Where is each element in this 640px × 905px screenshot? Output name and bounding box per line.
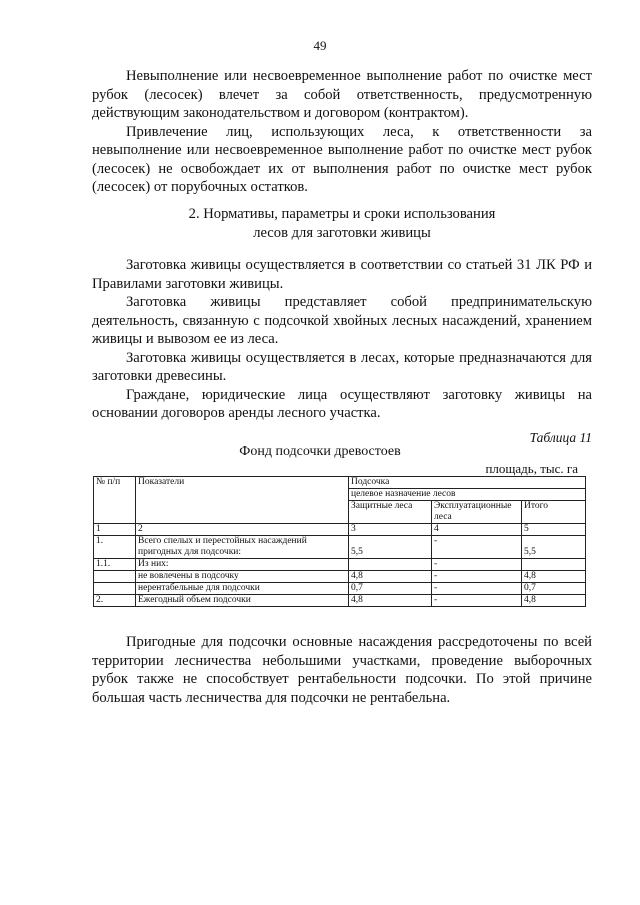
fund-table xyxy=(93,476,586,607)
table-cell xyxy=(94,571,136,583)
table-row xyxy=(94,595,586,607)
table-cell: 2 xyxy=(136,524,349,536)
table-header-row xyxy=(94,477,586,489)
table-cell xyxy=(522,559,586,571)
page-number: 49 xyxy=(313,38,327,53)
table-cell: 1.1. xyxy=(94,559,136,571)
table-cell: 2. xyxy=(94,595,136,607)
table-cell: Ежегодный объем подсочки xyxy=(136,595,349,607)
header-podsochka: Подсочка xyxy=(349,477,586,489)
table-cell: - xyxy=(432,536,522,559)
paragraph: Привлечение лиц, использующих леса, к ответственности за невыполнение или несвоевременное выполнение работ по очистке мест рубок (лесосек) не освобождает их от выполнения работ по очистке мест рубок (лесосек) от порубочных остатков. xyxy=(92,123,592,195)
paragraph: Заготовка живицы осуществляется в соответствии со статьей 31 ЛК РФ и Правилами заготовки живицы. xyxy=(92,257,592,292)
table-cell: 0,7 xyxy=(349,583,432,595)
table-cell: 4 xyxy=(432,524,522,536)
table-label: Таблица 11 xyxy=(529,430,592,445)
table-cell xyxy=(94,583,136,595)
table-units: площадь, тыс. га xyxy=(485,461,578,476)
header-num: № п/п xyxy=(94,477,136,524)
table-cell: 1. xyxy=(94,536,136,559)
table-cell: 4,8 xyxy=(349,595,432,607)
table-row xyxy=(94,559,586,571)
header-exploitation: Эксплуатационные леса xyxy=(432,501,522,524)
section-heading xyxy=(92,205,592,242)
paragraph: Заготовка живицы осуществляется в лесах, которые предназначаются для заготовки древесины. xyxy=(92,349,592,384)
table-cell: - xyxy=(432,571,522,583)
table-cell: Из них: xyxy=(136,559,349,571)
header-protective: Защитные леса xyxy=(349,501,432,524)
table-column-numbers-row xyxy=(94,524,586,536)
table-cell: 4,8 xyxy=(522,595,586,607)
table-cell: - xyxy=(432,559,522,571)
text-block-top xyxy=(92,67,592,197)
table-cell: 1 xyxy=(94,524,136,536)
paragraph: Заготовка живицы представляет собой предпринимательскую деятельность, связанную с подсочкой хвойных лесных насаждений, хранением живицы и вывозом ее из леса. xyxy=(92,294,592,347)
header-indicators: Показатели xyxy=(136,477,349,524)
table-cell: не вовлечены в подсочку xyxy=(136,571,349,583)
section-heading-line: 2. Нормативы, параметры и сроки использования xyxy=(188,206,496,222)
table-cell: 5 xyxy=(522,524,586,536)
paragraph: Невыполнение или несвоевременное выполнение работ по очистке мест рубок (лесосек) влечет за собой ответственность, предусмотренную действующим законодательством и договором (контрактом). xyxy=(92,68,592,121)
table-cell: 0,7 xyxy=(522,583,586,595)
table-cell: 3 xyxy=(349,524,432,536)
paragraph: Граждане, юридические лица осуществляют заготовку живицы на основании договоров аренды лесного участка. xyxy=(92,386,592,421)
table-row xyxy=(94,583,586,595)
table-cell: - xyxy=(432,583,522,595)
table-cell: 4,8 xyxy=(522,571,586,583)
table-row xyxy=(94,571,586,583)
table-cell: 5,5 xyxy=(522,536,586,559)
paragraph: Пригодные для подсочки основные насаждения рассредоточены по всей территории лесничества небольшими участками, проведение выборочных рубок также не способствует рентабельности подсочки. По этой причине большая часть лесничества для подсочки не рентабельна. xyxy=(92,634,592,706)
section-heading-line: лесов для заготовки живицы xyxy=(253,224,431,241)
table-cell: 4,8 xyxy=(349,571,432,583)
table-cell: 5,5 xyxy=(349,536,432,559)
table-cell: - xyxy=(432,595,522,607)
header-purpose: целевое назначение лесов xyxy=(349,489,586,501)
table-cell: нерентабельные для подсочки xyxy=(136,583,349,595)
table-row xyxy=(94,536,586,559)
table-cell xyxy=(349,559,432,571)
header-total: Итого xyxy=(522,501,586,524)
table-title: Фонд подсочки древостоев xyxy=(239,444,401,459)
table-cell: Всего спелых и перестойных насаждений пригодных для подсочки: xyxy=(136,536,349,559)
text-block-bottom xyxy=(92,633,592,707)
text-block-middle xyxy=(92,256,592,423)
